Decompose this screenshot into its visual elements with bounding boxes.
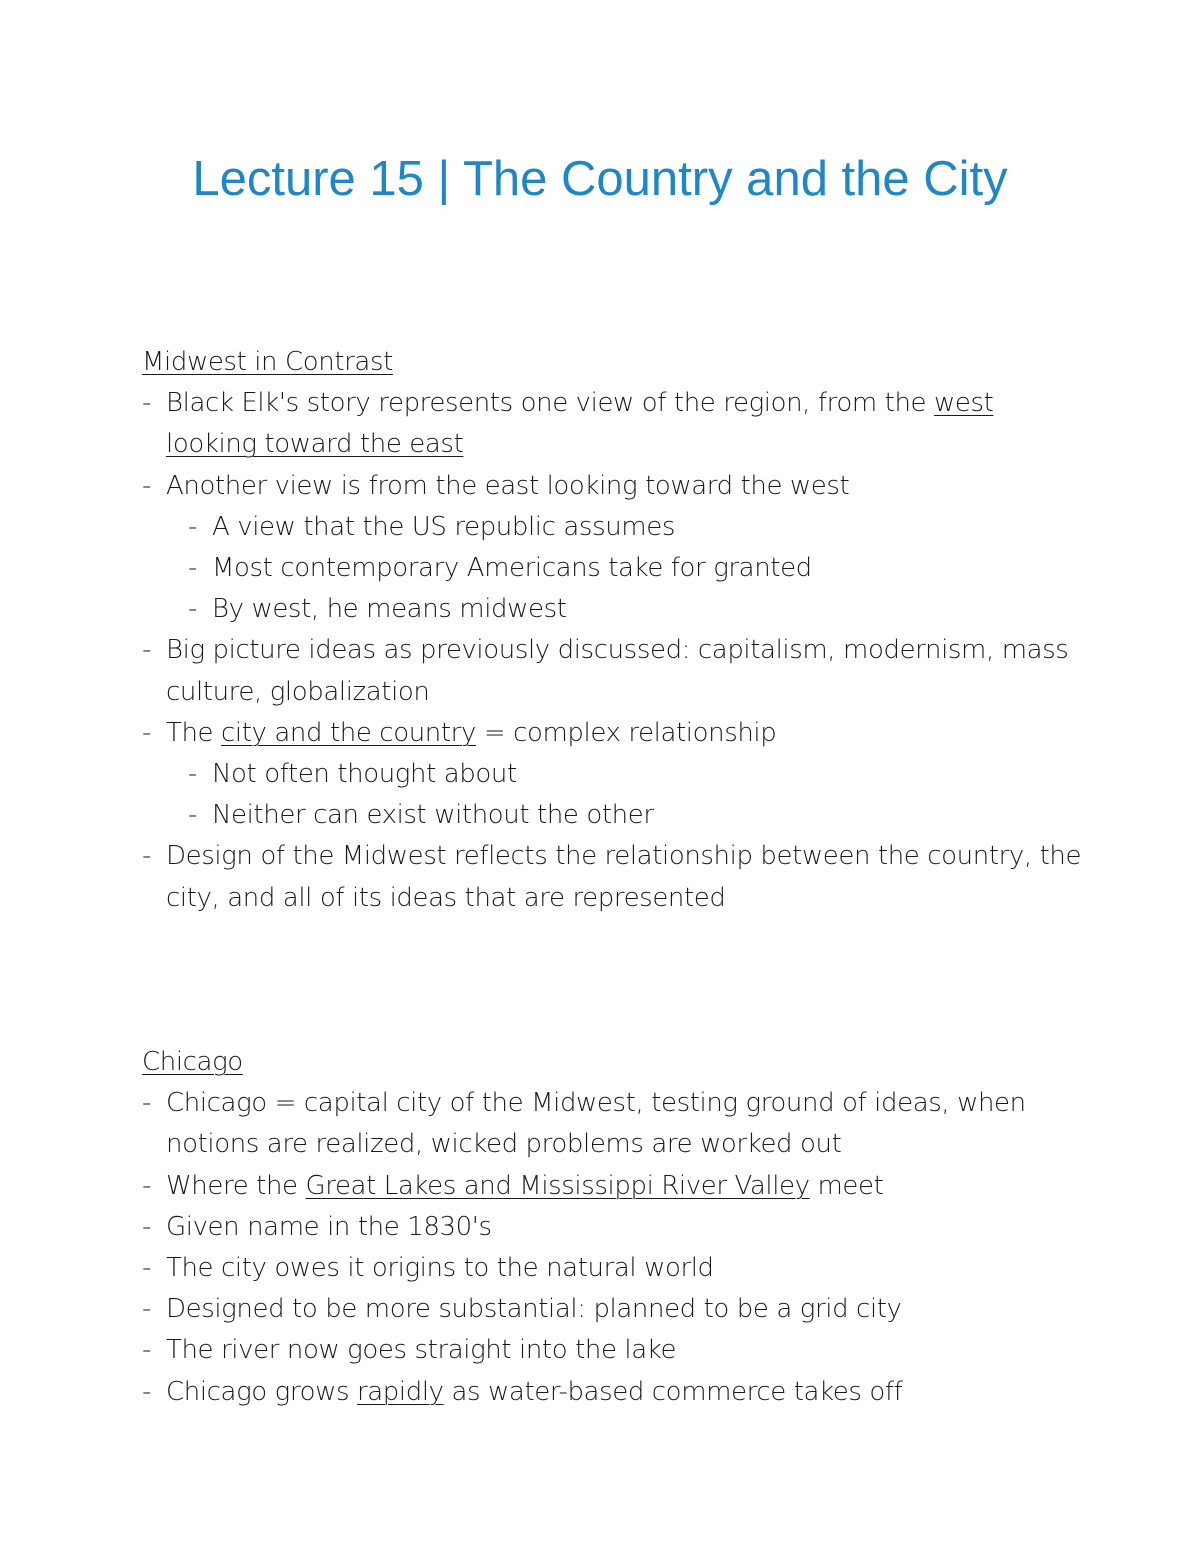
bullet-item bbox=[142, 383, 1082, 465]
sub-bullet-item: - By west, he means midwest bbox=[188, 589, 1082, 630]
bullet-text: Chicago grows bbox=[166, 1376, 357, 1407]
bullet-item: - The city owes it origins to the natural world bbox=[142, 1248, 1082, 1289]
bullet-text: as water-based commerce takes off bbox=[443, 1376, 903, 1407]
bullet-item bbox=[142, 713, 1082, 754]
section-midwest-in-contrast bbox=[142, 342, 1082, 919]
bullet-text: Where the bbox=[166, 1170, 306, 1201]
bullet-item bbox=[142, 1372, 1082, 1413]
bullet-item bbox=[142, 1166, 1082, 1207]
sub-bullet-item: - Neither can exist without the other bbox=[188, 795, 1082, 836]
bullet-text: meet bbox=[809, 1170, 884, 1201]
bullet-item: - Designed to be more substantial: planned to be a grid city bbox=[142, 1289, 1082, 1330]
bullet-text: Black Elk's story represents one view of the region, from the bbox=[166, 388, 935, 419]
section-heading: Chicago bbox=[142, 1047, 243, 1077]
sub-bullet-item: - Not often thought about bbox=[188, 754, 1082, 795]
bullet-text: = complex relationship bbox=[475, 717, 777, 748]
underlined-phrase: west looking toward the east bbox=[166, 388, 994, 460]
bullet-item: - Big picture ideas as previously discussed: capitalism, modernism, mass culture, globalization bbox=[142, 630, 1082, 712]
bullet-item: - The river now goes straight into the lake bbox=[142, 1330, 1082, 1371]
underlined-phrase: city and the country bbox=[221, 717, 476, 748]
bullet-item: - Given name in the 1830's bbox=[142, 1207, 1082, 1248]
underlined-phrase: Great Lakes and Mississippi River Valley bbox=[305, 1170, 810, 1201]
sub-bullet-item: - A view that the US republic assumes bbox=[188, 507, 1082, 548]
section-chicago bbox=[142, 1042, 1082, 1413]
bullet-text: The bbox=[166, 717, 222, 748]
bullet-item: - Design of the Midwest reflects the relationship between the country, the city, and all of its ideas that are represented bbox=[142, 836, 1082, 918]
section-heading: Midwest in Contrast bbox=[142, 347, 393, 377]
sub-bullet-item: - Most contemporary Americans take for granted bbox=[188, 548, 1082, 589]
page-title: Lecture 15 | The Country and the City bbox=[192, 152, 1008, 206]
underlined-phrase: rapidly bbox=[356, 1376, 444, 1407]
bullet-item: - Chicago = capital city of the Midwest, testing ground of ideas, when notions are realized, wicked problems are worked out bbox=[142, 1083, 1082, 1165]
bullet-item: - Another view is from the east looking toward the west bbox=[142, 466, 1082, 507]
